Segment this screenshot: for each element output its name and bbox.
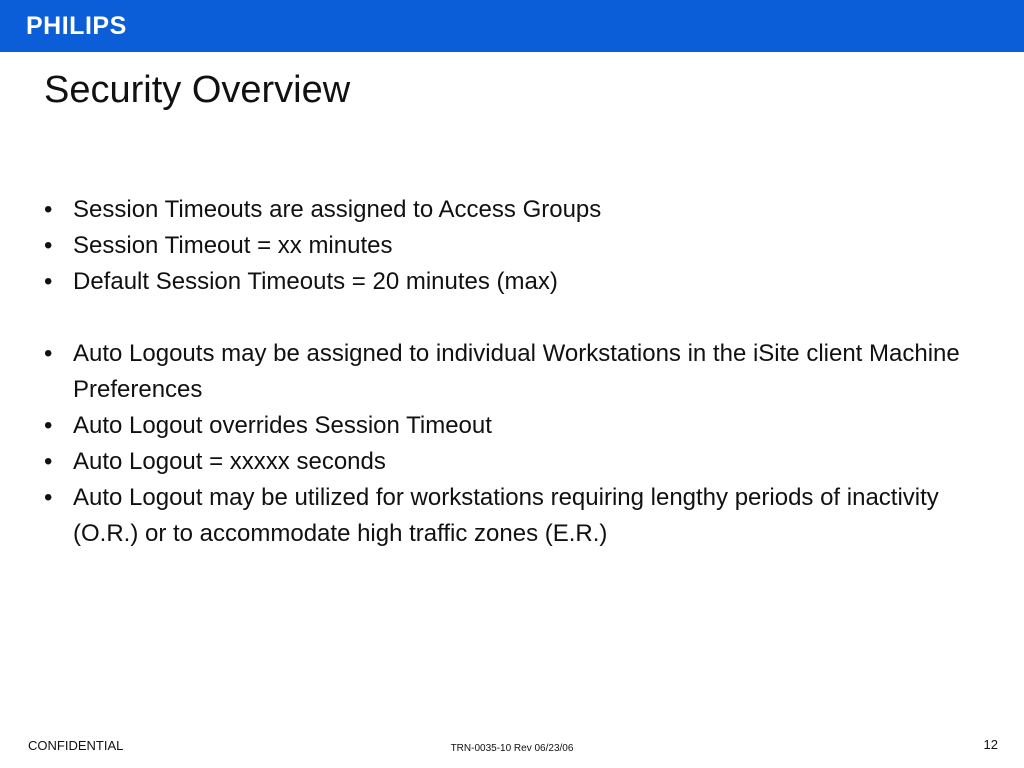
bullet-marker: • <box>44 268 53 295</box>
bullet-marker: • <box>44 196 53 223</box>
bullet-text: Auto Logout overrides Session Timeout <box>73 412 492 439</box>
bullet-item-default-session-timeout <box>44 264 984 300</box>
bullet-text: Session Timeout = xx minutes <box>73 232 393 259</box>
bullet-list <box>44 192 984 552</box>
bullet-item-session-timeout-value <box>44 228 984 264</box>
bullet-text: Auto Logout = xxxxx seconds <box>73 448 386 475</box>
bullet-item-auto-logouts-assigned <box>44 336 984 408</box>
header-bar <box>0 0 1024 52</box>
bullet-text: Auto Logout may be utilized for workstations requiring lengthy periods of inactivity (O.R.) or to accommodate high traffic zones (E.R.) <box>73 484 939 547</box>
bullet-marker: • <box>44 412 53 439</box>
bullet-text: Auto Logouts may be assigned to individual Workstations in the iSite client Machine Preferences <box>73 340 960 403</box>
bullet-item-session-timeouts-assigned <box>44 192 984 228</box>
page-number: 12 <box>983 737 998 752</box>
slide-title: Security Overview <box>44 69 351 111</box>
bullet-text: Session Timeouts are assigned to Access Groups <box>73 196 602 223</box>
bullet-item-auto-logout-value <box>44 444 984 480</box>
bullet-marker: • <box>44 448 53 475</box>
bullet-text: Default Session Timeouts = 20 minutes (max) <box>73 268 558 295</box>
bullet-marker: • <box>44 340 53 367</box>
bullet-marker: • <box>44 232 53 259</box>
bullet-item-auto-logout-overrides <box>44 408 984 444</box>
bullet-marker: • <box>44 484 53 511</box>
bullet-item-auto-logout-utilized <box>44 480 984 552</box>
confidential-label: CONFIDENTIAL <box>28 738 124 753</box>
philips-logo: PHILIPS <box>26 12 127 40</box>
document-revision: TRN-0035-10 Rev 06/23/06 <box>450 743 574 754</box>
